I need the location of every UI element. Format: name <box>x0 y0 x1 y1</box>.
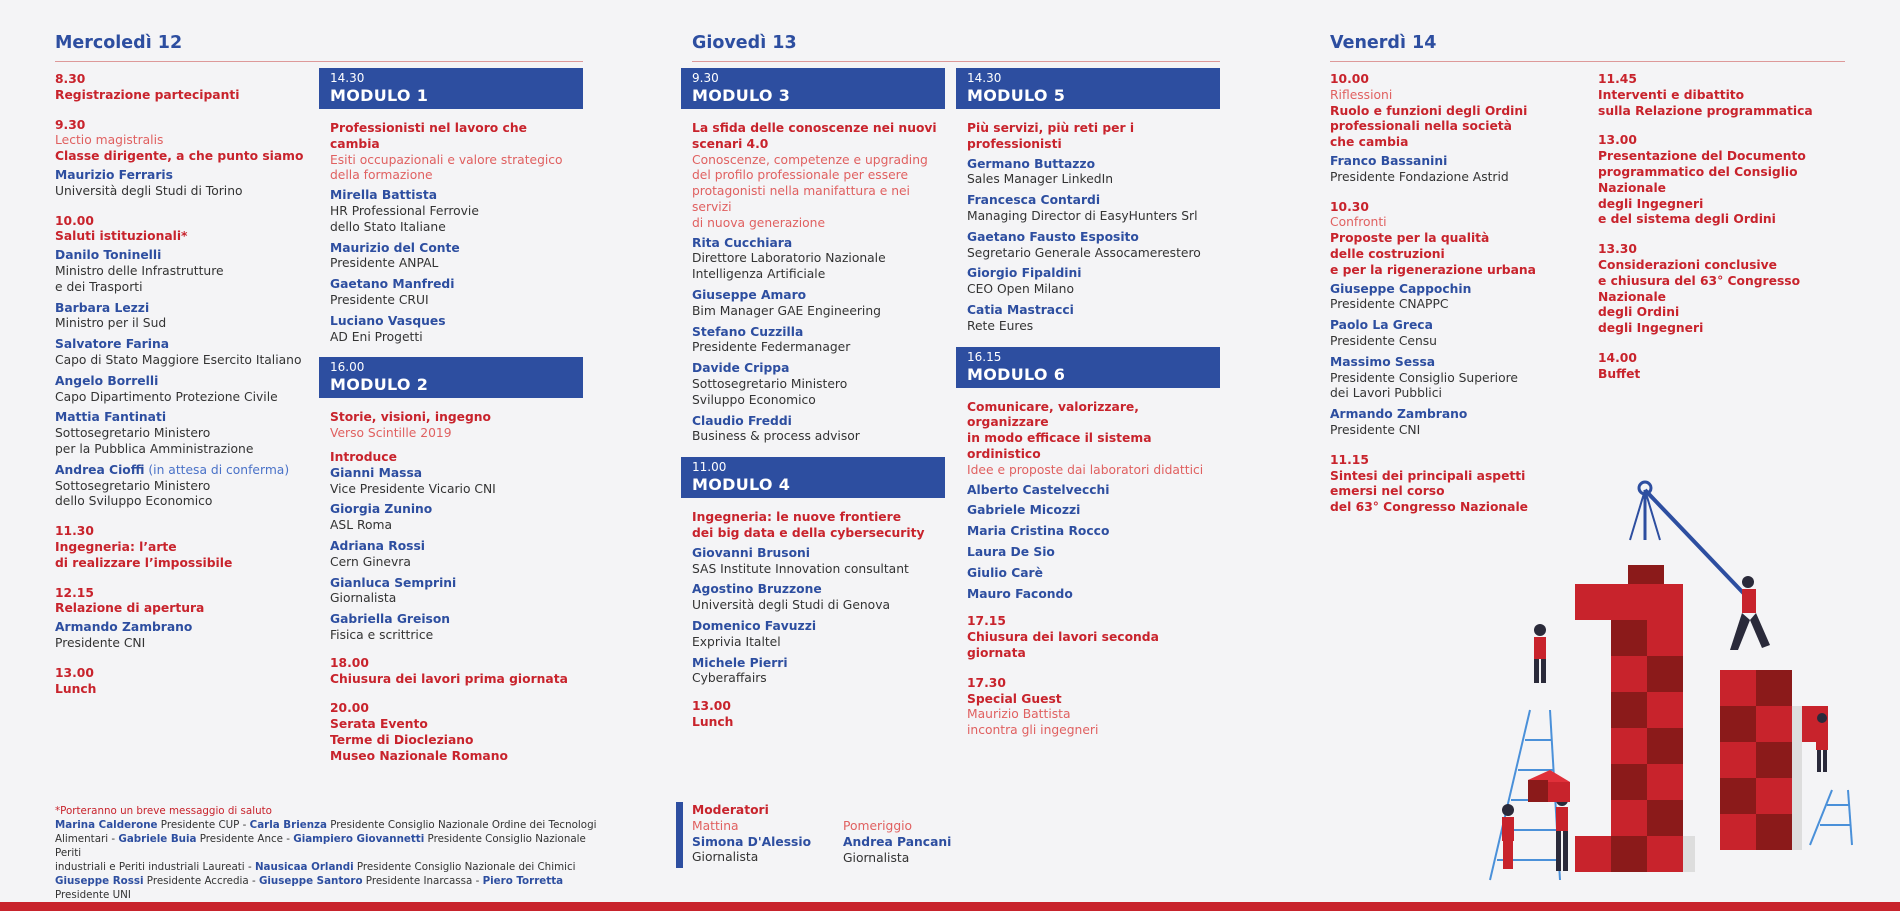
module-subtitle: Idee e proposte dai laboratori didattici <box>967 462 1204 477</box>
footnote-name: Carla Brienza <box>249 819 327 831</box>
speaker-name: Germano Buttazzo <box>967 156 1096 171</box>
ladder-right <box>1810 790 1852 845</box>
day-header-thursday: Giovedì 13 <box>692 33 797 53</box>
slot-time: 17.15 <box>967 614 1006 629</box>
speaker-name: Danilo Toninelli <box>55 248 162 263</box>
speaker-name: Agostino Bruzzone <box>692 582 822 597</box>
slot-title: Chiusura dei lavori seconda giornata <box>967 630 1159 660</box>
speaker-role: CEO Open Milano <box>967 282 1074 297</box>
speaker <box>55 620 305 652</box>
module-header <box>956 347 1220 388</box>
slot-time: 11.15 <box>1330 452 1369 467</box>
speaker <box>967 266 1217 298</box>
speaker <box>55 168 305 200</box>
morning-moderator-role: Giornalista <box>692 850 759 865</box>
footnote-role: Presidente Consiglio Nazionale dei Chimici <box>353 861 576 873</box>
speaker-name: Angelo Borrelli <box>55 373 159 388</box>
speaker-name: Alberto Castelvecchi <box>967 482 1110 497</box>
speaker <box>967 157 1217 189</box>
slot-time: 10.30 <box>1330 199 1369 214</box>
speaker <box>1330 282 1580 314</box>
speaker-role: Sottosegretario Ministero Sviluppo Economico <box>692 376 848 407</box>
speaker-role: Rete Eures <box>967 318 1034 333</box>
footnote-role: Presidente CUP - <box>157 819 250 831</box>
speaker-role: Presidente Consiglio Superiore dei Lavori Pubblici <box>1330 370 1518 401</box>
speaker-role: Cern Ginevra <box>330 554 411 569</box>
speaker-name: Luciano Vasques <box>330 313 446 328</box>
footnote-name: Piero Torretta <box>482 875 564 887</box>
schedule-slot <box>55 586 305 652</box>
construction-illustration <box>1470 480 1870 905</box>
schedule-slot <box>1598 242 1868 337</box>
speaker <box>967 193 1217 225</box>
friday-morning-column <box>1330 72 1580 530</box>
slot-title: Sintesi dei principali aspetti emersi nel corso del 63° Congresso Nazionale <box>1330 468 1528 515</box>
footnote-name: Gabriele Buia <box>118 833 197 845</box>
module-subtitle: Esiti occupazionali e valore strategico della formazione <box>330 152 563 183</box>
slot-title: Lunch <box>692 714 734 729</box>
speaker <box>330 188 580 235</box>
slot-subtitle: Riflessioni <box>1330 87 1393 102</box>
speaker-role: Presidente CRUI <box>330 292 429 307</box>
module-body <box>692 121 942 445</box>
wednesday-morning-column <box>55 72 305 711</box>
speaker <box>692 236 942 283</box>
speaker-name: Francesca Contardi <box>967 193 1101 208</box>
speaker-role: Bim Manager GAE Engineering <box>692 303 881 318</box>
slot-time: 10.00 <box>55 213 94 228</box>
speaker-role: Business & process advisor <box>692 429 860 444</box>
footnote-line <box>55 818 615 832</box>
slot-title: Considerazioni conclusive e chiusura del 63° Congresso Nazionale degli Ordini degli Ingegneri <box>1598 257 1801 336</box>
footnote-name: Marina Calderone <box>55 819 158 831</box>
speaker-role: Presidente Fondazione Astrid <box>1330 169 1509 184</box>
thursday-afternoon-column <box>967 68 1217 753</box>
slot-title: Buffet <box>1598 366 1641 381</box>
slot-time: 8.30 <box>55 72 86 86</box>
speaker-name: Armando Zambrano <box>1330 407 1468 422</box>
slot-time: 9.30 <box>55 117 86 132</box>
module-subtitle: Verso Scintille 2019 <box>330 426 452 441</box>
schedule-slot <box>55 214 305 511</box>
module-header <box>681 457 945 498</box>
speaker-name: Maurizio Ferraris <box>55 167 173 182</box>
speaker-role: Capo Dipartimento Protezione Civile <box>55 389 278 404</box>
speaker-role: Presidente CNI <box>55 635 146 650</box>
speaker <box>1330 407 1580 439</box>
speaker <box>330 576 580 608</box>
slot-time: 11.30 <box>55 524 94 539</box>
slot-title: Chiusura dei lavori prima giornata <box>330 671 568 686</box>
schedule-slot <box>55 72 305 104</box>
speaker-role: Exprivia Italtel <box>692 634 781 649</box>
slot-title: Lunch <box>55 681 97 696</box>
slot-title: Special Guest <box>967 691 1062 706</box>
speaker-role: HR Professional Ferrovie dello Stato Italiane <box>330 203 479 234</box>
divider <box>1330 61 1845 62</box>
schedule-slot <box>330 656 580 688</box>
module-name: MODULO 2 <box>330 375 429 395</box>
speaker-role: Presidente CNAPPC <box>1330 297 1449 312</box>
speaker-role: Università degli Studi di Torino <box>55 183 243 198</box>
speaker-name: Paolo La Greca <box>1330 318 1433 333</box>
module-body <box>330 121 580 345</box>
schedule-slot <box>1598 133 1868 228</box>
slot-subtitle: Confronti <box>1330 215 1387 230</box>
module-header <box>319 357 583 398</box>
speaker-role: Segretario Generale Assocamerestero <box>967 245 1201 260</box>
slot-title: Presentazione del Documento programmatico del Consiglio Nazionale degli Ingegneri e del sistema degli Ordini <box>1598 149 1806 227</box>
slot-title: Ruolo e funzioni degli Ordini professionali nella società che cambia <box>1330 103 1528 150</box>
schedule-slot <box>55 524 305 571</box>
speaker-name: Catia Mastracci <box>967 302 1074 317</box>
afternoon-moderator-role: Giornalista <box>843 850 910 865</box>
speaker-role: Ministro per il Sud <box>55 316 167 331</box>
speaker <box>330 466 580 498</box>
speaker <box>55 410 305 457</box>
footnote-name: Giampiero Giovannetti <box>293 833 425 845</box>
footnote-line <box>55 874 615 902</box>
module-title: Comunicare, valorizzare, organizzare in modo efficace il sistema ordinistico <box>967 399 1152 461</box>
day-header-friday: Venerdì 14 <box>1330 33 1437 53</box>
speaker <box>692 288 942 320</box>
slot-title: Classe dirigente, a che punto siamo <box>55 149 304 164</box>
slot-time: 13.00 <box>692 699 731 714</box>
speaker-role: Ministro delle Infrastrutture e dei Trasporti <box>55 263 224 294</box>
module-title: Professionisti nel lavoro che cambia <box>330 121 527 151</box>
footnote-role: Presidente Ance - <box>196 833 294 845</box>
speaker <box>692 414 942 446</box>
speaker <box>967 230 1217 262</box>
schedule-slot <box>967 614 1217 661</box>
footnote-role: Presidente Inarcassa - <box>362 875 483 887</box>
slot-title: Registrazione partecipanti <box>55 87 240 102</box>
speaker-role: SAS Institute Innovation consultant <box>692 561 909 576</box>
slot-time: 11.45 <box>1598 72 1637 86</box>
speaker <box>330 539 580 571</box>
schedule-slot <box>692 699 942 731</box>
speaker <box>692 546 942 578</box>
moderators-morning <box>692 803 842 866</box>
slot-time: 17.30 <box>967 675 1006 690</box>
speaker-name: Maria Cristina Rocco <box>967 524 1110 539</box>
schedule-slot <box>1330 72 1580 186</box>
module-time: 16.15 <box>967 349 1002 364</box>
module-time: 9.30 <box>692 71 719 85</box>
speaker-role: Capo di Stato Maggiore Esercito Italiano <box>55 352 302 367</box>
speaker-name: Gaetano Manfredi <box>330 277 455 292</box>
speaker-role: Presidente Federmanager <box>692 340 851 355</box>
speaker-role: Giornalista <box>330 591 397 606</box>
module-name: MODULO 5 <box>967 86 1066 105</box>
speaker-name: Claudio Freddi <box>692 413 792 428</box>
speaker-name: Domenico Favuzzi <box>692 618 817 633</box>
footnote-line <box>55 860 615 874</box>
speaker-name: Andrea Cioffi (in attesa di conferma) <box>55 462 290 477</box>
speaker-name: Mirella Battista <box>330 188 438 203</box>
slot-subtitle: Lectio magistralis <box>55 133 164 148</box>
tower-blocks <box>1575 584 1695 872</box>
footnote-role: Alimentari - <box>55 833 119 845</box>
speaker <box>330 612 580 644</box>
speaker <box>1330 154 1580 186</box>
schedule-slot <box>330 701 580 764</box>
slot-time: 14.00 <box>1598 350 1637 365</box>
friday-afternoon-column <box>1598 72 1868 397</box>
speaker-name: Mauro Facondo <box>967 586 1073 601</box>
footnote-name: Giuseppe Santoro <box>258 875 363 887</box>
module-header <box>681 68 945 109</box>
speaker-role: Presidente Censu <box>1330 333 1437 348</box>
speaker-name: Gaetano Fausto Esposito <box>967 229 1139 244</box>
speaker-role: ASL Roma <box>330 518 393 533</box>
slot-title: Relazione di apertura <box>55 601 205 616</box>
speaker-name: Rita Cucchiara <box>692 235 793 250</box>
speaker-role: Sottosegretario Ministero dello Sviluppo Economico <box>55 478 213 509</box>
module-header <box>319 68 583 109</box>
footnote-title: *Porteranno un breve messaggio di saluto <box>55 805 272 817</box>
speaker <box>55 248 305 295</box>
afternoon-label: Pomeriggio <box>843 819 913 833</box>
module-name: MODULO 1 <box>330 86 429 105</box>
divider <box>55 61 583 62</box>
module-time: 11.00 <box>692 460 727 475</box>
thursday-morning-column <box>692 68 942 745</box>
speaker <box>55 463 305 510</box>
schedule-slot <box>55 666 305 698</box>
slot-time: 10.00 <box>1330 72 1369 86</box>
module-title: La sfida delle conoscenze nei nuovi scenari 4.0 <box>692 121 937 151</box>
footnote-role: Presidente Consiglio Nazionale Ordine dei Tecnologi <box>327 819 597 831</box>
footnote-role: Presidente UNI <box>55 889 131 901</box>
module-time: 14.30 <box>967 71 1002 85</box>
speaker-name: Maurizio del Conte <box>330 240 460 255</box>
speaker-name: Adriana Rossi <box>330 538 426 553</box>
module-time: 16.00 <box>330 360 365 375</box>
speaker-role: Università degli Studi di Genova <box>692 598 891 613</box>
moderators-afternoon <box>843 819 993 866</box>
speaker-name: Gabriele Micozzi <box>967 503 1081 518</box>
footnote <box>55 804 615 902</box>
module-title: Ingegneria: le nuove frontiere dei big data e della cybersecurity <box>692 510 925 540</box>
speaker-name: Gabriella Greison <box>330 612 451 627</box>
speaker <box>330 314 580 346</box>
speaker-role: Presidente CNI <box>1330 422 1421 437</box>
footnote-name: Nausicaa Orlandi <box>254 861 354 873</box>
schedule-slot <box>1598 72 1868 119</box>
speaker-name: Gianni Massa <box>330 465 423 480</box>
module-title: Più servizi, più reti per i professionisti <box>967 121 1135 151</box>
morning-moderator-name: Simona D'Alessio <box>692 834 812 849</box>
speaker-name: Franco Bassanini <box>1330 153 1448 168</box>
speaker-role: Vice Presidente Vicario CNI <box>330 481 496 496</box>
side-blocks <box>1720 670 1828 850</box>
speaker <box>55 374 305 406</box>
speaker <box>1330 318 1580 350</box>
speaker <box>692 656 942 688</box>
speaker-name: Stefano Cuzzilla <box>692 324 804 339</box>
slot-title: Serata Evento Terme di Diocleziano Museo Nazionale Romano <box>330 717 508 763</box>
speaker-note: (in attesa di conferma) <box>144 462 290 477</box>
divider <box>692 61 1220 62</box>
speaker <box>692 582 942 614</box>
speaker <box>55 337 305 369</box>
speaker <box>55 301 305 333</box>
slot-time: 20.00 <box>330 701 369 716</box>
module-name: MODULO 3 <box>692 86 791 105</box>
speaker-name: Giorgio Fipaldini <box>967 266 1082 281</box>
schedule-slot <box>55 118 305 200</box>
speaker-role: Direttore Laboratorio Nazionale Intelligenza Artificiale <box>692 251 886 282</box>
speaker-name: Giulio Carè <box>967 565 1043 580</box>
speaker-role: Sales Manager LinkedIn <box>967 172 1113 187</box>
module-subtitle: Conoscenze, competenze e upgrading del profilo professionale per essere protagonisti nella manifattura e nei servizi di nuova generazione <box>692 152 928 230</box>
speaker-name: Salvatore Farina <box>55 337 170 352</box>
speaker-role: Cyberaffairs <box>692 671 767 686</box>
speaker-name: Barbara Lezzi <box>55 300 150 315</box>
speaker <box>967 303 1217 335</box>
slot-time: 12.15 <box>55 585 94 600</box>
schedule-slot <box>1330 200 1580 439</box>
footnote-name: Giuseppe Rossi <box>55 875 144 887</box>
module-time: 14.30 <box>330 71 365 85</box>
speaker <box>1330 355 1580 402</box>
slot-title: Interventi e dibattito sulla Relazione programmatica <box>1598 87 1813 118</box>
footnote-role: Presidente Accredia - <box>143 875 259 887</box>
footnote-role: industriali e Periti industriali Laureati - <box>55 861 255 873</box>
speaker-name: Giuseppe Cappochin <box>1330 281 1472 296</box>
slot-time: 18.00 <box>330 655 369 670</box>
speaker-role: AD Eni Progetti <box>330 329 423 344</box>
module-body <box>692 510 942 687</box>
speaker-role: Presidente ANPAL <box>330 256 439 271</box>
speaker-role: Sottosegretario Ministero per la Pubblica Amministrazione <box>55 426 254 456</box>
speaker-name: Mattia Fantinati <box>55 410 167 425</box>
speaker-name: Giorgia Zunino <box>330 502 433 517</box>
module-body <box>967 400 1217 603</box>
footnote-line <box>55 832 615 860</box>
speaker-name: Massimo Sessa <box>1330 354 1436 369</box>
speaker <box>692 361 942 408</box>
speaker <box>330 502 580 534</box>
speaker-name: Davide Crippa <box>692 361 790 376</box>
moderators-bar <box>676 802 683 868</box>
slot-time: 13.00 <box>55 665 94 680</box>
moderators-title: Moderatori <box>692 803 769 817</box>
module-name: MODULO 4 <box>692 475 791 495</box>
afternoon-moderator-name: Andrea Pancani <box>843 834 952 849</box>
slot-time: 13.00 <box>1598 133 1637 148</box>
speaker <box>692 325 942 357</box>
slot-title: Proposte per la qualità delle costruzioni e per la rigenerazione urbana <box>1330 231 1536 277</box>
bottom-bar <box>0 902 1900 911</box>
speaker-name: Giovanni Brusoni <box>692 545 811 560</box>
schedule-slot <box>1598 351 1868 383</box>
slot-title: Saluti istituzionali* <box>55 229 188 244</box>
speaker-name: Armando Zambrano <box>55 620 193 635</box>
module-body <box>967 121 1217 335</box>
speaker-name: Laura De Sio <box>967 544 1055 559</box>
slot-time: 13.30 <box>1598 242 1637 257</box>
footnote-role: Presidente Consiglio Nazionale Periti <box>55 833 586 859</box>
wednesday-afternoon-column <box>330 68 580 779</box>
speaker-name: Michele Pierri <box>692 655 788 670</box>
schedule-slot <box>967 676 1217 739</box>
speaker <box>330 241 580 273</box>
slot-subtitle: Maurizio Battista incontra gli ingegneri <box>967 707 1099 738</box>
morning-label: Mattina <box>692 818 739 833</box>
day-header-wednesday: Mercoledì 12 <box>55 33 183 53</box>
slot-title: Ingegneria: l’arte di realizzare l’impossibile <box>55 539 233 570</box>
speaker-name: Giuseppe Amaro <box>692 287 807 302</box>
speaker-role: Fisica e scrittrice <box>330 627 434 642</box>
introduce-label: Introduce <box>330 449 397 464</box>
speaker <box>692 619 942 651</box>
module-header <box>956 68 1220 109</box>
speaker-name: Gianluca Semprini <box>330 575 457 590</box>
module-body <box>330 410 580 643</box>
speaker-role: Managing Director di EasyHunters Srl <box>967 208 1198 223</box>
module-title: Storie, visioni, ingegno <box>330 410 492 425</box>
module-name: MODULO 6 <box>967 364 1066 384</box>
speaker <box>330 277 580 309</box>
